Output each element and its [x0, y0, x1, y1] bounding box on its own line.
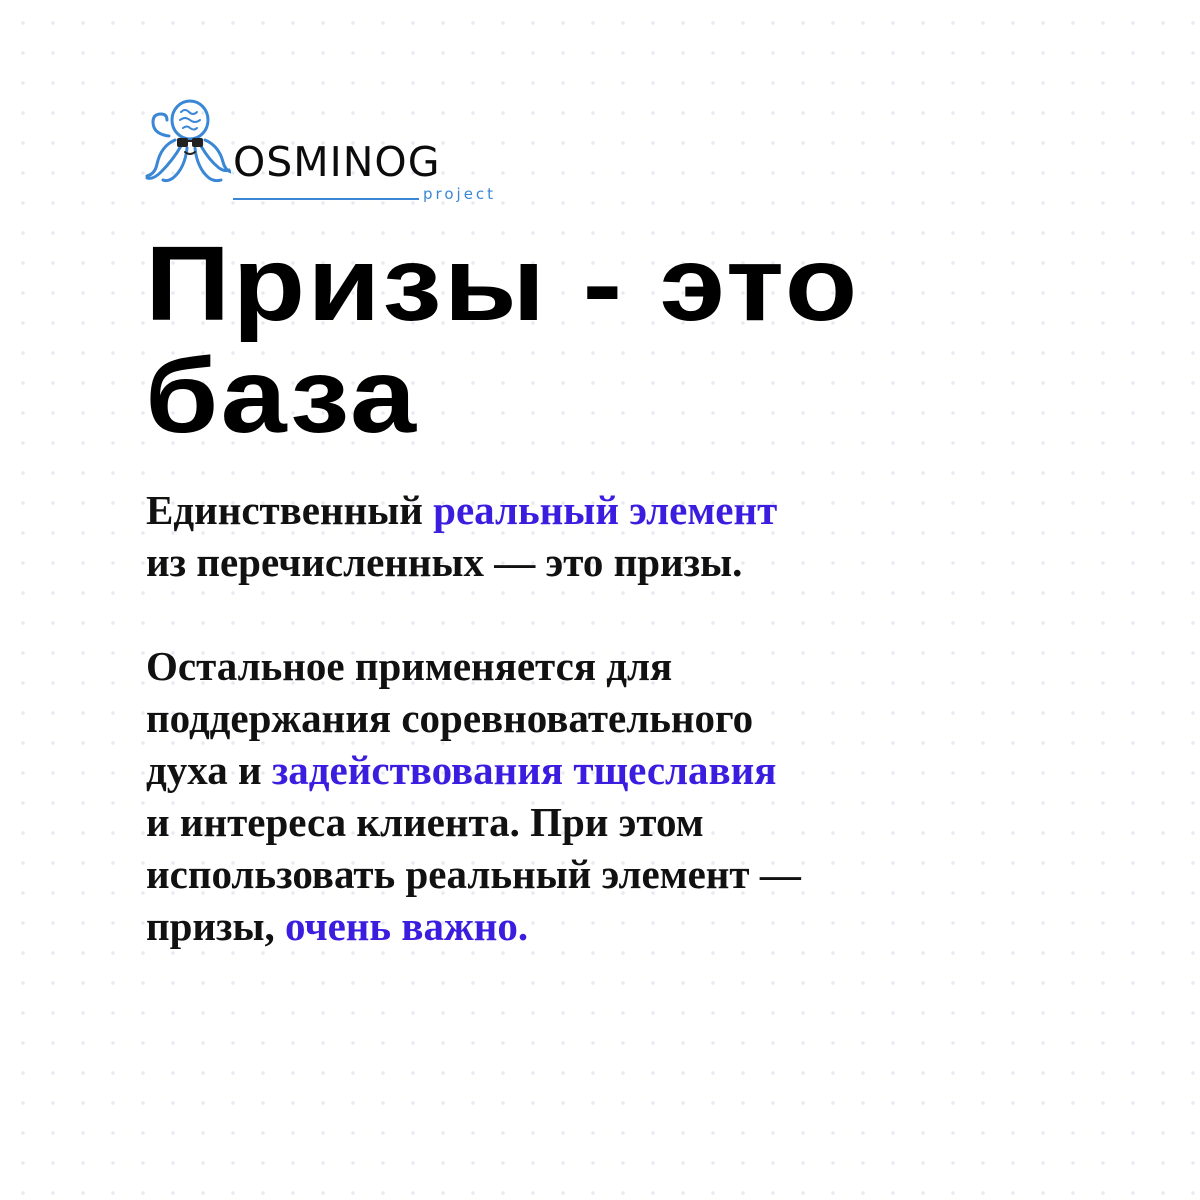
paragraph-2-line-3: духа и	[146, 747, 272, 793]
highlight-real-element: реальный элемент	[433, 487, 778, 533]
highlight-vanity: задействования тщеславия	[271, 747, 777, 793]
title-line-1: Призы - это	[145, 225, 860, 343]
brand-subtitle: project	[423, 185, 497, 203]
brand-underline	[233, 198, 419, 200]
paragraph-2-line-4: и интереса клиента. При этом	[146, 799, 704, 845]
title-line-2: база	[145, 337, 419, 455]
brand-name: OSMINOG	[233, 138, 441, 186]
paragraph-2	[146, 640, 1046, 952]
highlight-very-important: очень важно.	[285, 903, 529, 949]
octopus-icon	[145, 98, 231, 208]
paragraph-2-line-1: Остальное применяется для	[146, 643, 673, 689]
paragraph-1	[146, 484, 1046, 588]
paragraph-2-line-2: поддержания соревновательного	[146, 695, 754, 741]
paragraph-1-text-2: из перечисленных — это призы.	[146, 539, 743, 585]
page-title	[145, 225, 1200, 455]
paragraph-1-text-1: Единственный	[146, 487, 434, 533]
brand-logo	[145, 98, 497, 208]
paragraph-2-line-5: использовать реальный элемент —	[146, 851, 801, 897]
paragraph-2-line-6: призы,	[146, 903, 286, 949]
